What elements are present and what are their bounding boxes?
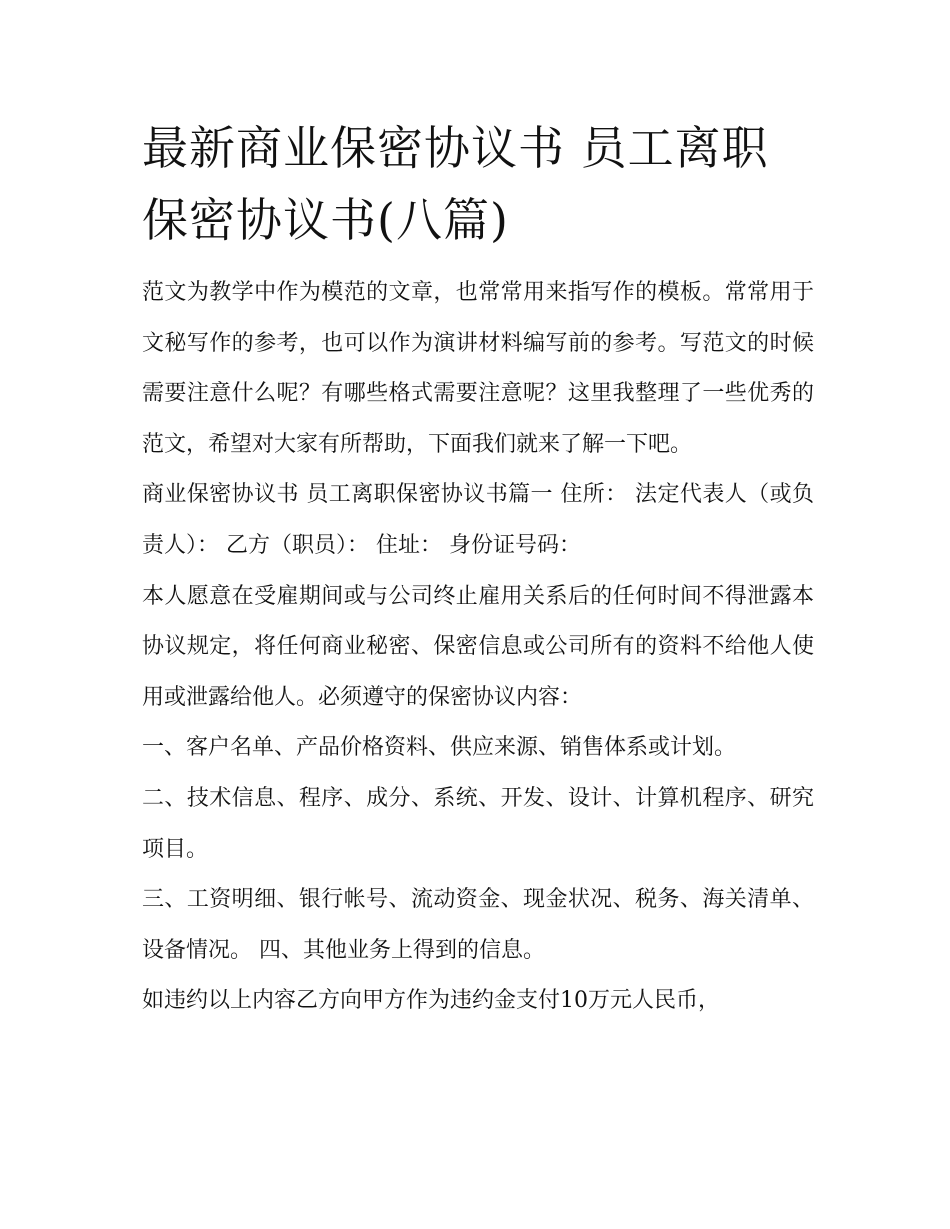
- intro-paragraph: 范文为教学中作为模范的文章，也常常用来指写作的模板。常常用于文秘写作的参考，也可以作为演讲材料编写前的参考。写范文的时候需要注意什么呢？有哪些格式需要注意呢？这里我整理了一些优秀的范文，希望对大家有所帮助，下面我们就来了解一下吧。: [142, 280, 814, 457]
- clause-three-four-paragraph: 三、工资明细、银行帐号、流动资金、现金状况、税务、海关清单、设备情况。 四、其他业务上得到的信息。: [142, 887, 814, 963]
- penalty-paragraph: 如违约以上内容乙方向甲方作为违约金支付10万元人民币，: [142, 988, 720, 1014]
- document-title: 最新商业保密协议书 员工离职保密协议书(八篇): [142, 121, 769, 247]
- commitment-paragraph: 本人愿意在受雇期间或与公司终止雇用关系后的任何时间不得泄露本协议规定，将任何商业秘密、保密信息或公司所有的资料不给他人使用或泄露给他人。必须遵守的保密协议内容：: [142, 583, 814, 710]
- document-body: [142, 268, 814, 1027]
- clause-one-paragraph: 一、客户名单、产品价格资料、供应来源、销售体系或计划。: [142, 735, 737, 761]
- party-info-paragraph: 商业保密协议书 员工离职保密协议书篇一 住所： 法定代表人（或负责人）： 乙方（职员）： 住址： 身份证号码：: [142, 482, 814, 558]
- clause-two-paragraph: 二、技术信息、程序、成分、系统、开发、设计、计算机程序、研究项目。: [142, 785, 814, 862]
